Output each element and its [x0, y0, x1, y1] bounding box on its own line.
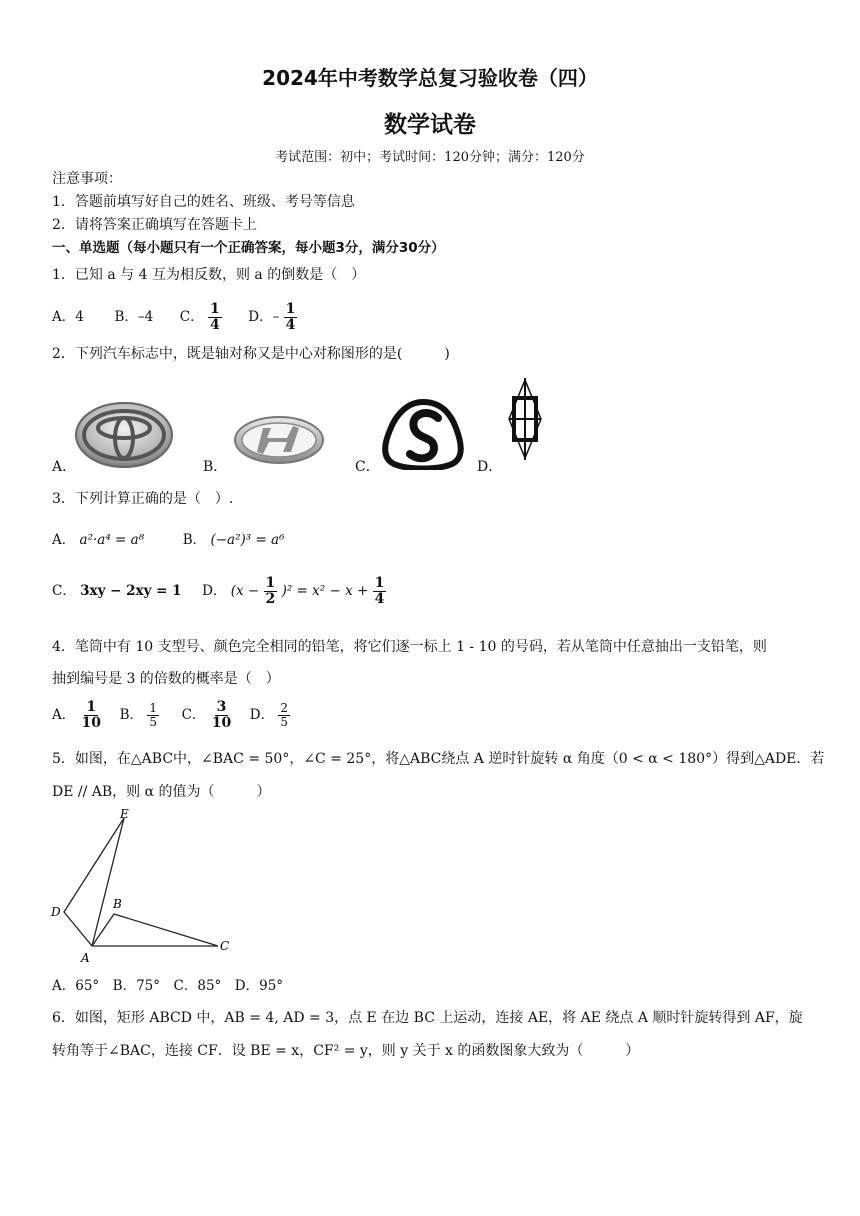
exam-title: 2024年中考数学总复习验收卷（四） [262, 66, 598, 90]
toyota-logo [74, 400, 174, 470]
triangle-rotation-figure [48, 806, 238, 966]
q3-option-c-expr: 3xy − 2xy = 1 [80, 583, 182, 599]
q2-option-c: C． [355, 459, 380, 475]
q1-option-b: B．–4 [114, 309, 154, 325]
q3-row-ab [52, 528, 285, 548]
q1-option-d: D．– [248, 309, 280, 325]
q1-stem: 1．已知 a 与 4 互为相反数，则 a 的倒数是（ ） [52, 267, 366, 283]
q1-option-c-fraction: $\frac{1}{4}$ [209, 301, 220, 333]
q4-option-d: D． [249, 707, 275, 723]
q3-stem: 3．下列计算正确的是（ ）. [52, 491, 234, 507]
q4-stem-line-2: 抽到编号是 3 的倍数的概率是（ ） [52, 671, 280, 687]
notes-heading: 注意事项： [52, 171, 122, 187]
section-heading: 一、单选题（每小题只有一个正确答案，每小题3分，满分30分） [52, 240, 445, 256]
q3-row-cd [52, 576, 386, 607]
lincoln-logo [505, 376, 545, 462]
q3-option-a: A． [52, 532, 76, 548]
q2-stem: 2．下列汽车标志中，既是轴对称又是中心对称图形的是( ) [52, 346, 450, 362]
hyundai-logo [233, 414, 325, 466]
q1-option-a: A．4 [52, 309, 84, 325]
q1-options [52, 302, 297, 333]
q5-options: A．65° B．75° C．85° D．95° [52, 978, 284, 994]
figure-label-c: C [220, 939, 230, 953]
q3-option-b: B． [182, 532, 207, 548]
q3-option-d: D． [202, 583, 227, 599]
q2-option-d: D． [477, 459, 503, 475]
q3-option-d-expr-left: (x − [230, 583, 264, 599]
q4-option-b: B． [119, 707, 144, 723]
q5-stem-line-1: 5．如图，在△ABC中，∠BAC = 50°，∠C = 25°，将△ABC绕点 A 逆时针旋转 α 角度（0 < α < 180°）得到△ADE．若 [52, 751, 825, 767]
note-item-2: 2．请将答案正确填写在答题卡上 [52, 217, 257, 233]
q1-option-c: C． [179, 309, 204, 325]
note-item-1: 1．答题前填写好自己的姓名、班级、考号等信息 [52, 194, 355, 210]
q3-option-d-expr-right: )² = x² − x + [281, 583, 373, 599]
q3-option-d-fraction-2: $\frac{1}{4}$ [374, 575, 385, 607]
q3-option-a-expr: a²·a⁴ = a⁸ [79, 532, 145, 548]
figure-label-b: B [113, 897, 122, 911]
q4-option-a-fraction: $\frac{1}{10}$ [81, 699, 102, 731]
q4-option-c: C． [181, 707, 206, 723]
q3-option-d-fraction-1: $\frac{1}{2}$ [265, 575, 276, 607]
q3-option-c: C． [52, 583, 76, 599]
q3-option-b-expr: (−a²)³ = a⁶ [210, 532, 285, 548]
q6-stem-line-2: 转角等于∠BAC，连接 CF．设 BE = x，CF² = y，则 y 关于 x 的函数图象大致为（ ） [52, 1043, 640, 1059]
exam-info: 考试范围：初中；考试时间：120分钟；满分：120分 [275, 150, 585, 165]
q5-stem-line-2: DE // AB，则 α 的值为（ ） [52, 784, 271, 800]
figure-label-e: E [120, 807, 129, 821]
s-shape-logo [380, 398, 466, 470]
q1-option-d-fraction: $\frac{1}{4}$ [285, 301, 296, 333]
q2-option-b: B． [203, 459, 228, 475]
figure-label-a: A [81, 951, 90, 965]
q4-option-d-fraction: $\frac{2}{5}$ [280, 701, 289, 729]
q4-option-c-fraction: $\frac{3}{10}$ [211, 699, 232, 731]
q6-stem-line-1: 6．如图，矩形 ABCD 中，AB = 4, AD = 3，点 E 在边 BC 上运动，连接 AE，将 AE 绕点 A 顺时针旋转得到 AF，旋 [52, 1010, 803, 1026]
q2-option-a: A． [52, 459, 77, 475]
q4-option-b-fraction: $\frac{1}{5}$ [149, 701, 157, 729]
figure-label-d: D [51, 905, 61, 919]
q4-options [52, 700, 290, 731]
q4-option-a: A． [52, 707, 76, 723]
q4-stem-line-1: 4．笔筒中有 10 支型号、颜色完全相同的铅笔，将它们逐一标上 1 - 10 的号码，若从笔筒中任意抽出一支铅笔，则 [52, 639, 767, 655]
exam-subtitle: 数学试卷 [384, 112, 476, 138]
